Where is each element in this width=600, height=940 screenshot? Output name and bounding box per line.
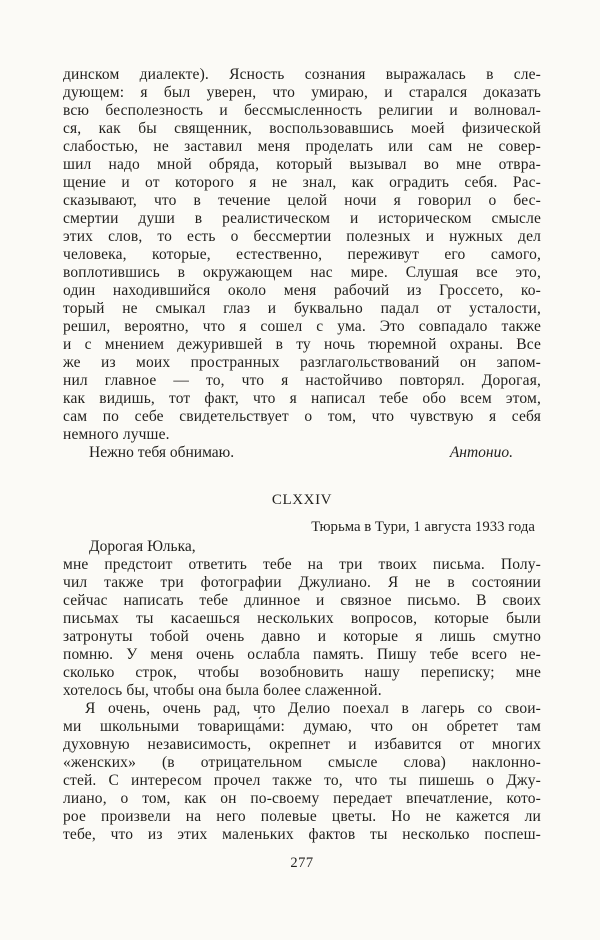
text-line: же из моих пространных разглагольствований он запом- [63,354,541,371]
text-line: сейчас написать тебе длинное и связное письмо. В своих [63,592,541,609]
letter-dateline: Тюрьма в Тури, 1 августа 1933 года [311,519,535,535]
current-letter-body [63,556,541,844]
text-line: письмах ты касаешься нескольких вопросов, которые были [63,610,541,627]
text-line: торый не смыкал глаз и буквально падал от усталости, [63,300,541,317]
text-line: «женских» (в отрицательном смысле слова) наклонно- [63,754,541,771]
text-line: сам по себе свидетельствует о том, что чувствую я себя [63,408,541,425]
text-line: Я очень, очень рад, что Делио поехал в лагерь со свои- [85,700,541,717]
letter-closing-row [63,444,541,462]
text-line: этих слов, то есть о бессмертии полезных и нужных дел [63,228,541,245]
signature-text: Антонио. [449,444,513,461]
text-line: человека, которые, естественно, переживут его самого, [63,246,541,263]
text-line: помню. У меня очень ослабла память. Пишу тебе всего не- [63,646,541,663]
text-line: стей. С интересом прочел также то, что ты пишешь о Джу- [63,772,541,789]
text-line: решил, вероятно, что я сошел с ума. Это совпадало также [63,318,541,335]
current-letter [63,491,541,844]
farewell-text: Нежно тебя обнимаю. [89,444,235,461]
page-number: 277 [290,855,314,871]
text-line: хотелось бы, чтобы она была более слаженной. [63,682,382,699]
text-line: ми школьными товарища́ми: думаю, что он обретет там [63,718,541,735]
text-line: шил надо мной обряда, который вызывал во мне отвра- [63,156,541,173]
text-line: нил главное — то, что я настойчиво повторял. Дорогая, [63,372,541,389]
previous-letter-ending [63,66,541,462]
text-line: смертии души в реалистическом и историческом смысле [63,210,541,227]
previous-letter-body [63,66,541,444]
text-line: щение и от которого я не знал, как оградить себя. Рас- [63,174,541,191]
text-line: и с мнением дежурившей в ту ночь тюремной охраны. Все [63,336,541,353]
text-line: тебе, что из этих маленьких фактов ты несколько поспеш- [63,826,541,843]
text-line: как видишь, тот факт, что я написал тебе обо всем этом, [63,390,541,407]
text-line: мне предстоит ответить тебе на три твоих письма. Полу- [63,556,541,573]
letter-salutation: Дорогая Юлька, [89,538,196,555]
letter-number-heading: CLXXIV [271,492,333,508]
text-line: слабостью, не заставил меня проделать или сам не совер- [63,138,541,155]
text-line: сколько строк, чтобы возобновить нашу переписку; мне [63,664,541,681]
text-line: динском диалекте). Ясность сознания выражалась в сле- [63,66,541,83]
text-line: немного лучше. [63,426,170,443]
text-line: ся, как бы священник, воспользовавшись моей физической [63,120,541,137]
text-line: воплотившись в окружающем нас мире. Слушая все это, [63,264,541,281]
text-line: затронуты тобой очень давно и которые я лишь смутно [63,628,541,645]
page-text-block [63,66,541,872]
text-line: всю бесполезность и бессмысленность религии и волновал- [63,102,541,119]
text-line: чил также три фотографии Джулиано. Я не в состоянии [63,574,541,591]
page-footer [63,854,541,872]
text-line: один находившийся около меня рабочий из Гроссето, ко- [63,282,541,299]
text-line: духовную независимость, окрепнет и избавится от многих [63,736,541,753]
text-line: сказывают, что в течение целой ночи я говорил о бес- [63,192,541,209]
text-line: рое произвели на него полевые цветы. Но не кажется ли [63,808,541,825]
text-line: лиано, о том, как он по-своему передает впечатление, кото- [63,790,541,807]
text-line: дующем: я был уверен, что умираю, и старался доказать [63,84,541,101]
